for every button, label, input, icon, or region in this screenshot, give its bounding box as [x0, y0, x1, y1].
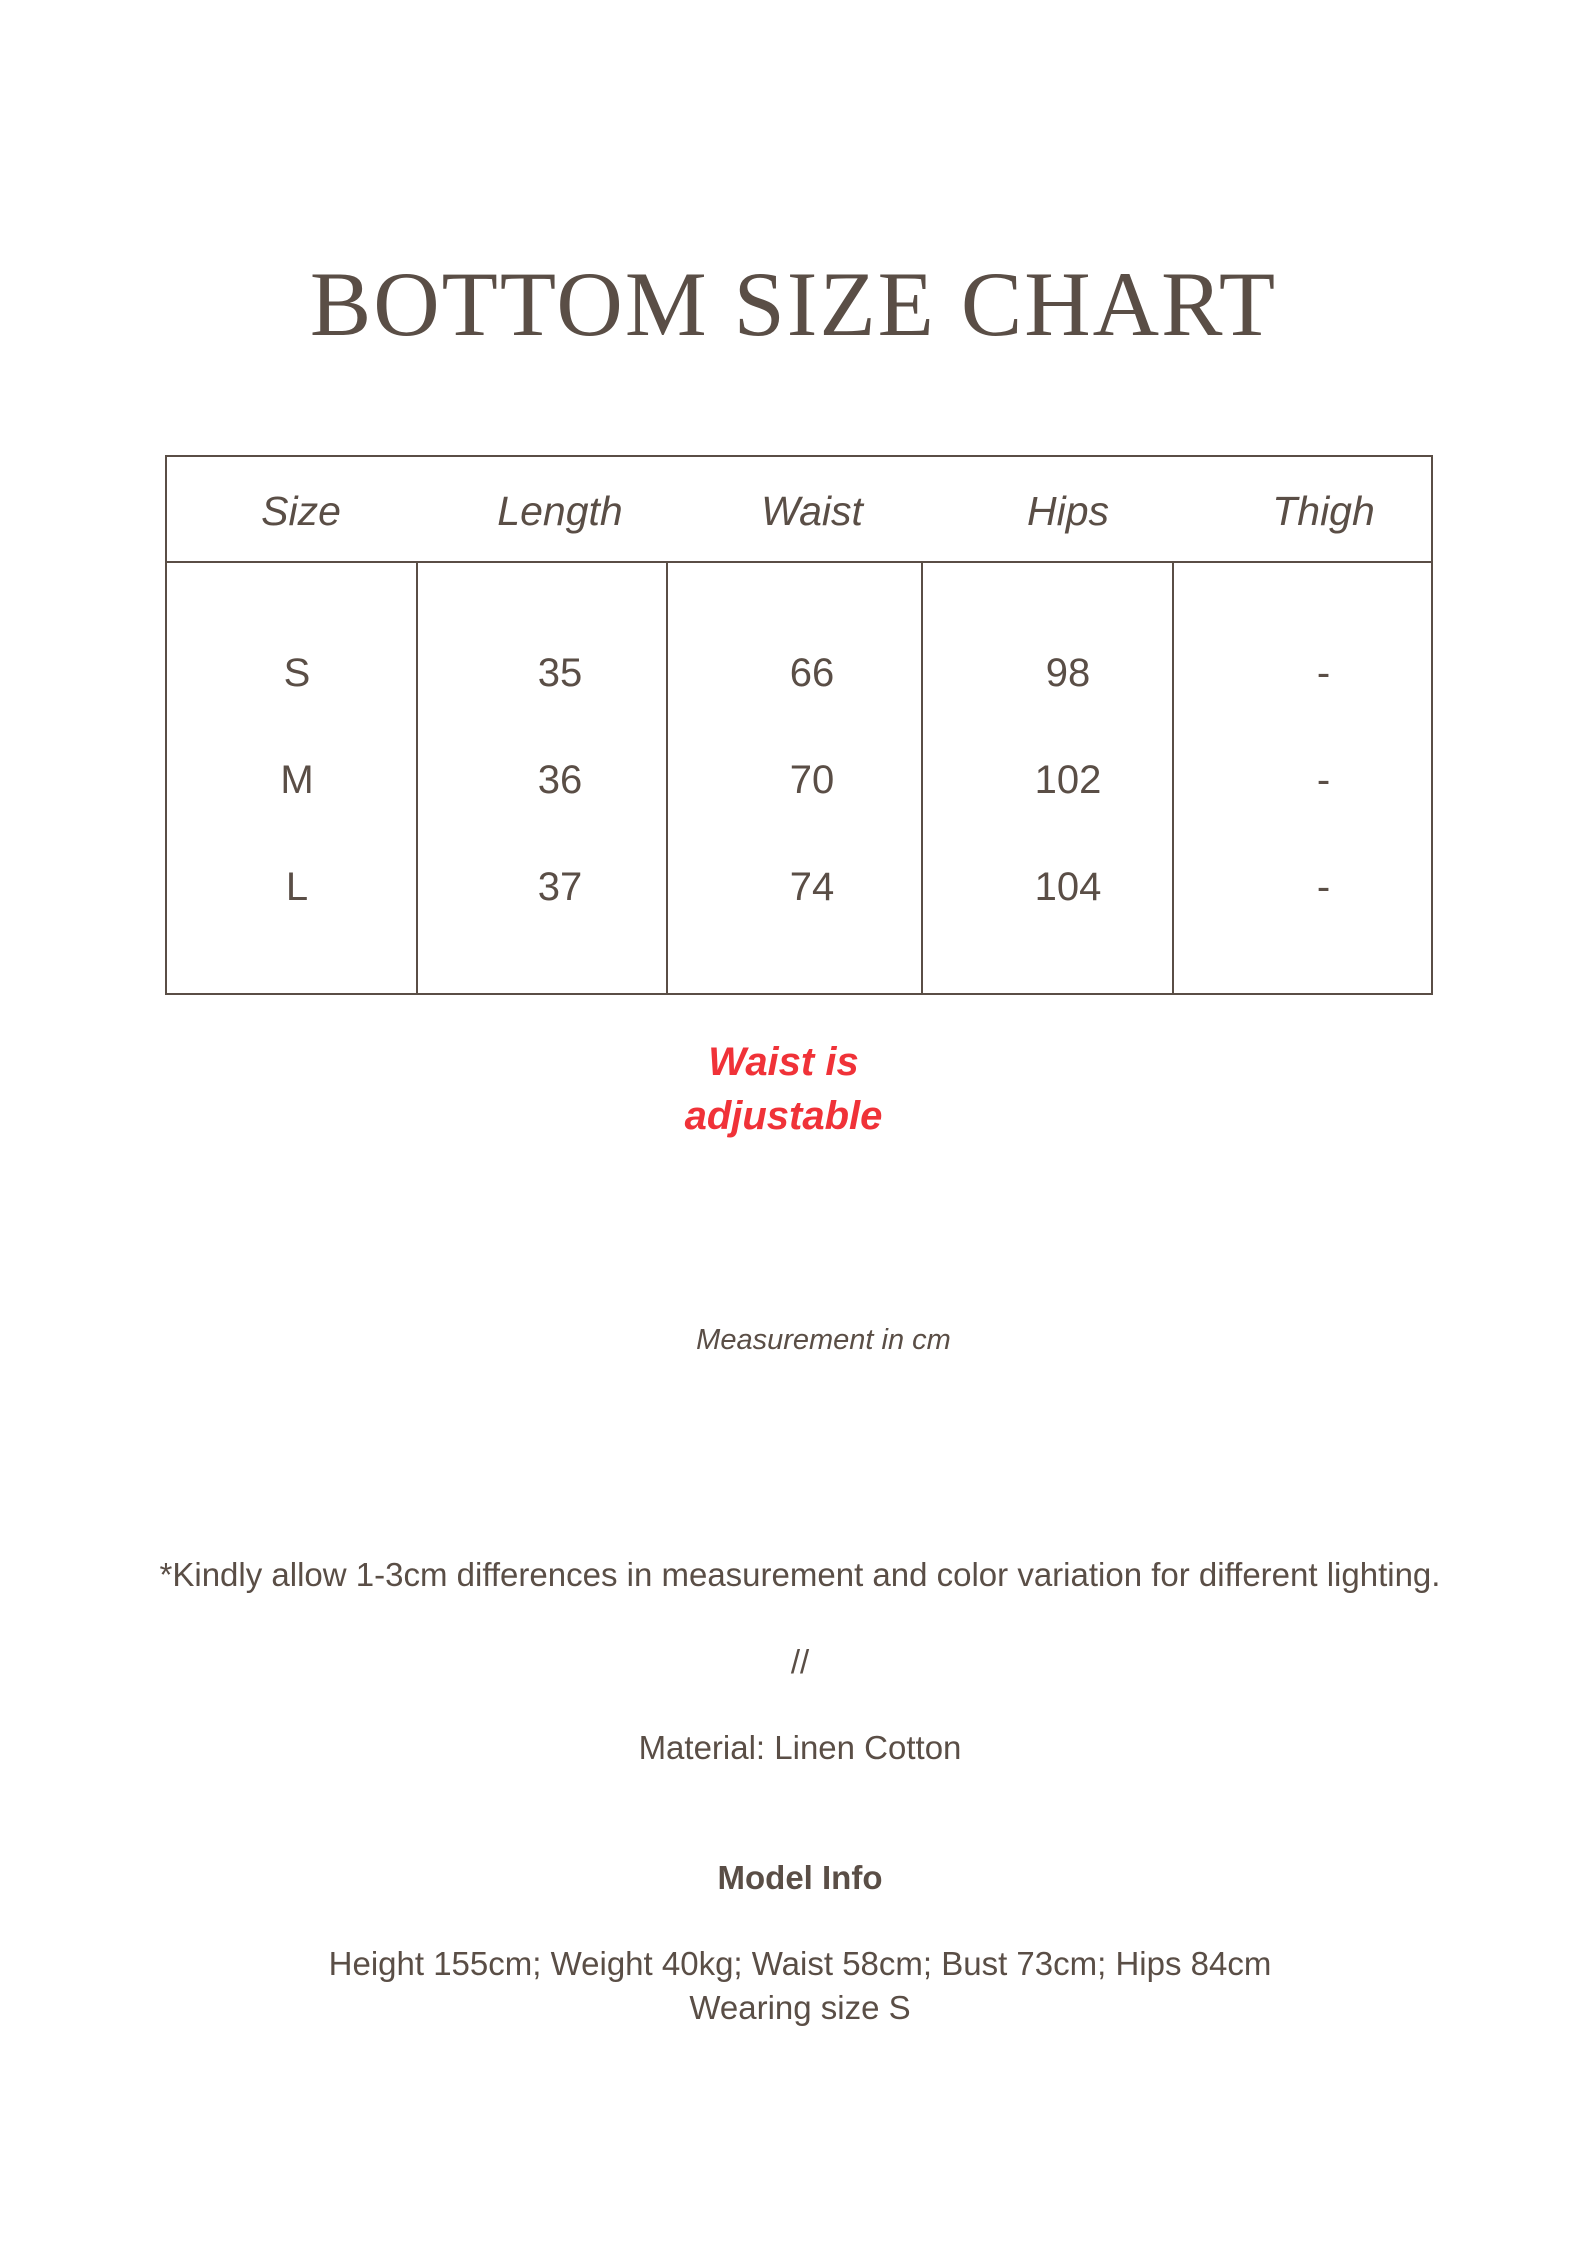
table-cell-waist: 66	[789, 651, 835, 695]
header-hips: Hips	[1026, 488, 1110, 534]
table-cell-thigh: -	[1316, 758, 1331, 802]
table-cell-hips: 104	[1034, 865, 1102, 909]
header-length: Length	[497, 488, 623, 534]
table-cell-thigh: -	[1316, 865, 1331, 909]
model-info-heading: Model Info	[717, 1859, 883, 1896]
size-chart-table	[165, 455, 1433, 995]
material-text: Material: Linen Cotton	[638, 1729, 962, 1766]
table-cell-size: S	[283, 651, 311, 695]
waist-adjustable-note	[0, 1035, 1567, 1143]
table-cell-size: L	[285, 865, 309, 909]
header-waist: Waist	[761, 488, 863, 534]
table-cell-waist: 70	[789, 758, 835, 802]
table-cell-length: 37	[537, 865, 583, 909]
table-cell-thigh: -	[1316, 651, 1331, 695]
table-cell-waist: 74	[789, 865, 835, 909]
header-divider	[167, 561, 1431, 563]
table-cell-size: M	[280, 758, 314, 802]
page-title: BOTTOM SIZE CHART	[309, 253, 1278, 355]
separator-text: //	[790, 1643, 810, 1680]
waist-adjustable-line-1: Waist is	[708, 1040, 859, 1084]
disclaimer-text: *Kindly allow 1-3cm differences in measurement and color variation for different lighting.	[159, 1556, 1441, 1593]
measurement-unit-note: Measurement in cm	[696, 1324, 951, 1356]
header-thigh: Thigh	[1272, 488, 1375, 534]
table-cell-length: 36	[537, 758, 583, 802]
model-size-text: Wearing size S	[689, 1989, 911, 2026]
waist-adjustable-line-2: adjustable	[684, 1094, 883, 1138]
header-size: Size	[261, 488, 341, 534]
model-measurements-text: Height 155cm; Weight 40kg; Waist 58cm; Bust 73cm; Hips 84cm	[328, 1945, 1272, 1982]
table-cell-length: 35	[537, 651, 583, 695]
table-cell-hips: 98	[1045, 651, 1091, 695]
table-cell-hips: 102	[1034, 758, 1102, 802]
